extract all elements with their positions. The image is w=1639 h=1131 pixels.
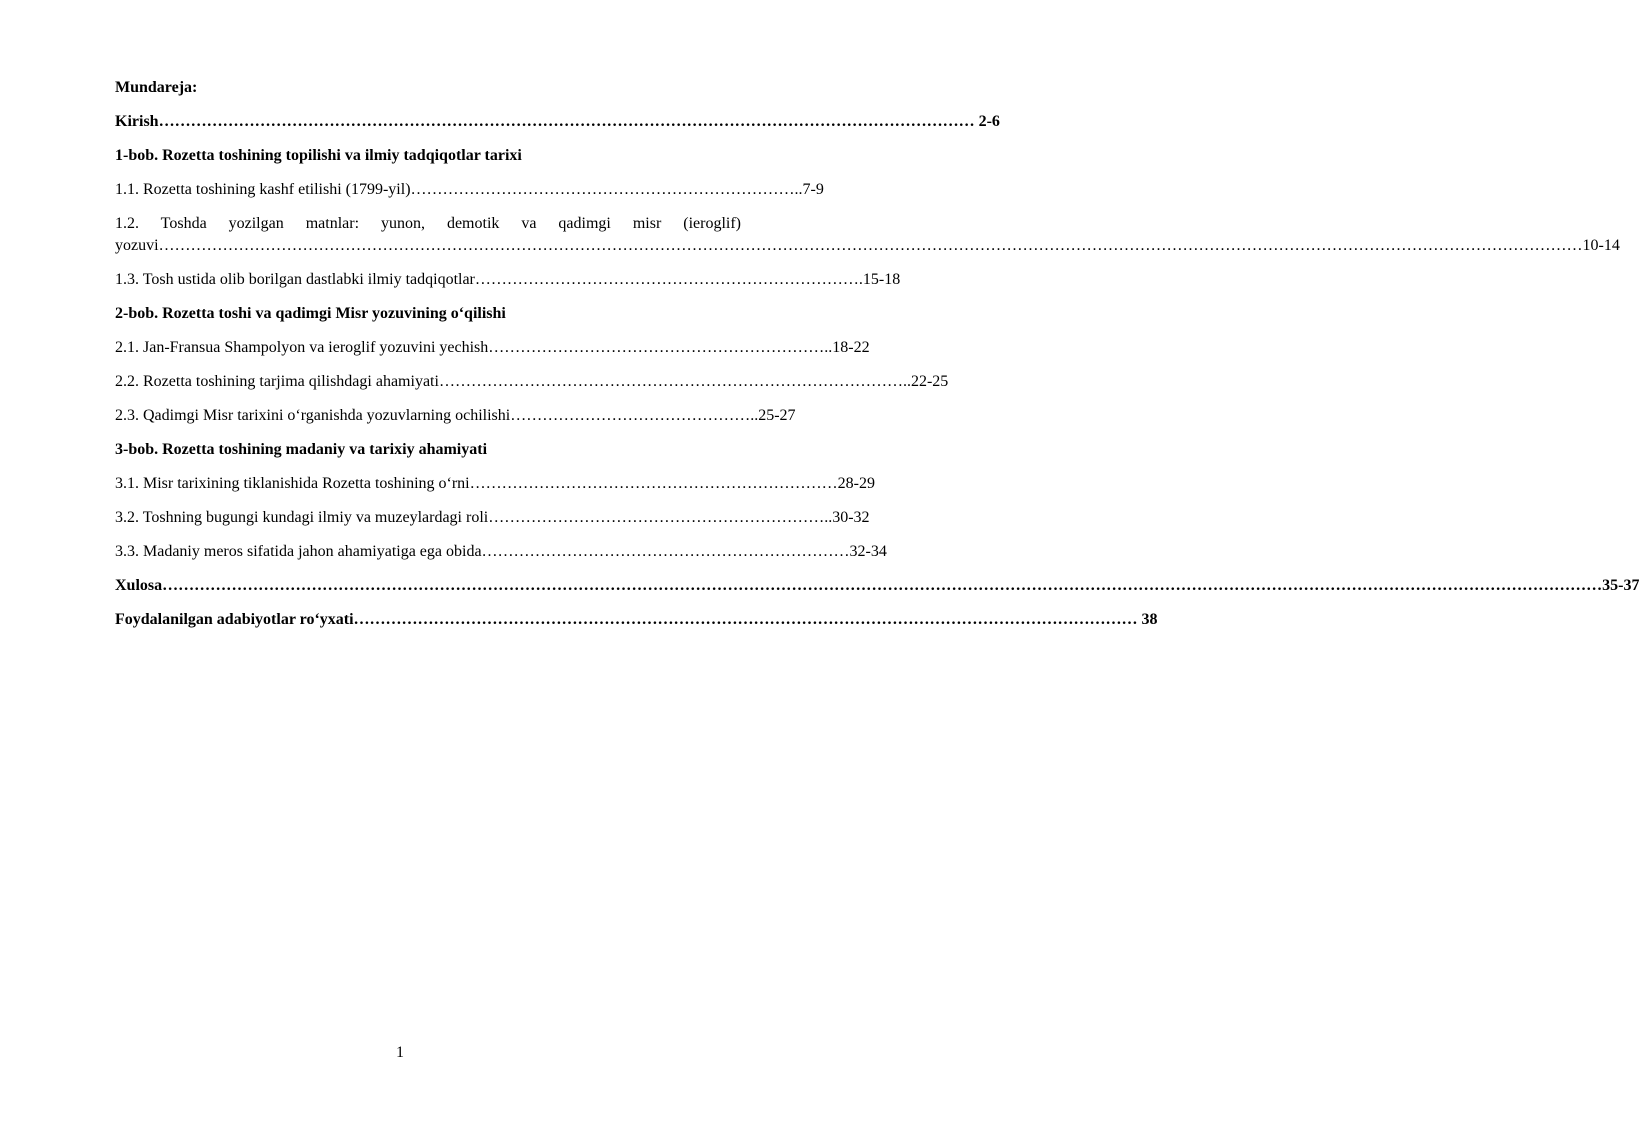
table-of-contents: [115, 77, 1639, 631]
toc-entry-1-2-line1: 1.2. Toshda yozilgan matnlar: yunon, demotik va qadimgi misr (ieroglif): [115, 215, 741, 232]
toc-chapter-3: 3-bob. Rozetta toshining madaniy va tarixiy ahamiyati: [115, 441, 488, 458]
toc-entry-kirish: Kirish……………………………………………………………………………………………………………………………………… 2-6: [115, 113, 1000, 130]
toc-title: Mundareja:: [115, 79, 198, 96]
toc-entry-2-1: 2.1. Jan-Fransua Shampolyon va ieroglif yozuvini yechish………………………………………………………..18-22: [115, 339, 870, 356]
toc-entry-3-3: 3.3. Madaniy meros sifatida jahon ahamiyatiga ega obida……………………………………………………………32-34: [115, 543, 887, 560]
toc-entry-references: Foydalanilgan adabiyotlar ro‘yxati………………………………………………………………………………………………………………………………… 38: [115, 611, 1158, 628]
toc-entry-1-1: 1.1. Rozetta toshining kashf etilishi (1799-yil)………………………………………………………………..7-9: [115, 181, 824, 198]
toc-entry-1-2-line2: yozuvi……………………………………………………………………………………………………………………………………………………………………………………………………………………………………………10-14: [115, 237, 1620, 254]
page-number: 1: [396, 1044, 404, 1061]
toc-entry-2-2: 2.2. Rozetta toshining tarjima qilishdagi ahamiyati……………………………………………………………………………..22-25: [115, 373, 949, 390]
toc-chapter-1: 1-bob. Rozetta toshining topilishi va ilmiy tadqiqotlar tarixi: [115, 147, 522, 164]
toc-chapter-2: 2-bob. Rozetta toshi va qadimgi Misr yozuvining o‘qilishi: [115, 305, 506, 322]
toc-entry-2-3: 2.3. Qadimgi Misr tarixini o‘rganishda yozuvlarning ochilishi………………………………………..25-27: [115, 407, 796, 424]
toc-entry-xulosa: Xulosa………………………………………………………………………………………………………………………………………………………………………………………………………………………………………………35-37: [115, 577, 1639, 594]
toc-entry-3-2: 3.2. Toshning bugungi kundagi ilmiy va muzeylardagi roli………………………………………………………..30-32: [115, 509, 870, 526]
toc-entry-1-3: 1.3. Tosh ustida olib borilgan dastlabki ilmiy tadqiqotlar……………………………………………………………….15-18: [115, 271, 901, 288]
toc-entry-3-1: 3.1. Misr tarixining tiklanishida Rozetta toshining o‘rni……………………………………………………………28-29: [115, 475, 875, 492]
